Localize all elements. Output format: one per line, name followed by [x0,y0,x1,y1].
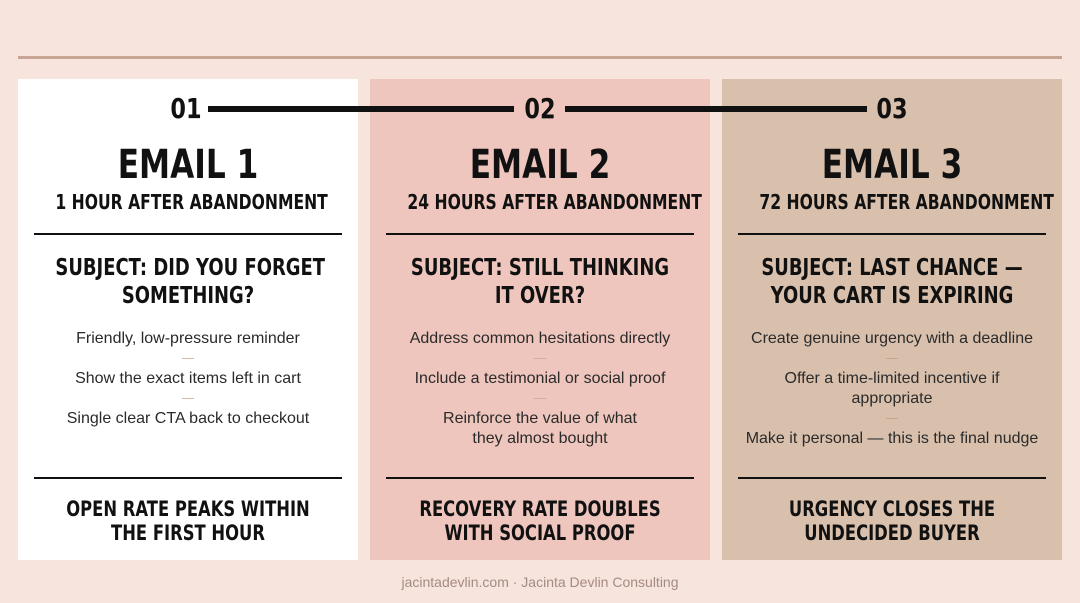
tip-item: Address common hesitations directly [409,330,671,347]
divider [386,233,694,235]
subject-line: SUBJECT: LAST CHANCE — [761,255,1023,281]
step-number: 01 [170,92,202,125]
separator-dash [534,398,546,399]
email-2-panel [370,79,710,560]
divider [34,233,342,235]
email-title: EMAIL 2 [469,142,611,188]
step-number: 03 [876,92,908,125]
email-title: EMAIL 1 [117,142,259,188]
timeline-connector [208,106,514,112]
subject-line: IT OVER? [494,283,586,309]
divider [738,233,1046,235]
top-divider [18,56,1062,59]
email-1-panel [18,79,358,560]
separator-dash [182,358,194,359]
tip-item: Create genuine urgency with a deadline [751,330,1033,347]
email-3-panel [722,79,1062,560]
divider [34,477,342,479]
timeline-connector [565,106,867,112]
email-title: EMAIL 3 [821,142,963,188]
divider [386,477,694,479]
tips-list [32,329,344,429]
subject-line: YOUR CART IS EXPIRING [770,283,1014,309]
tips-list [736,329,1048,449]
subject-line: SUBJECT: STILL THINKING [410,255,670,281]
takeaway-line: THE FIRST HOUR [111,521,265,545]
takeaway [55,497,320,545]
footer-credit: jacintadevlin.com · Jacinta Devlin Consulting [401,574,679,590]
separator-dash [886,358,898,359]
step-number: 02 [524,92,556,125]
separator-dash [886,418,898,419]
subject-line: SUBJECT: DID YOU FORGET [55,255,325,281]
takeaway [407,497,672,545]
tip-item: Single clear CTA back to checkout [66,410,310,427]
email-timing: 24 HOURS AFTER ABANDONMENT [407,190,702,214]
separator-dash [182,398,194,399]
takeaway-line: OPEN RATE PEAKS WITHIN [66,497,310,521]
separator-dash [534,358,546,359]
tip-item: Friendly, low-pressure reminder [76,330,300,347]
tip-item: Reinforce the value of what they almost bought [443,410,637,447]
takeaway-line: RECOVERY RATE DOUBLES [419,497,661,521]
tip-item: Make it personal — this is the final nudge [745,430,1039,447]
email-timing: 1 HOUR AFTER ABANDONMENT [55,190,328,214]
takeaway-line: WITH SOCIAL PROOF [444,521,636,545]
tip-item: Include a testimonial or social proof [414,370,666,387]
tips-list [384,329,696,449]
email-subject [55,254,325,310]
takeaway-line: UNDECIDED BUYER [804,521,980,545]
email-subject [407,254,672,310]
takeaway-line: URGENCY CLOSES THE [788,497,996,521]
takeaway [759,497,1024,545]
divider [738,477,1046,479]
email-subject [759,254,1024,310]
subject-line: SOMETHING? [121,283,255,309]
tip-item: Offer a time-limited incentive if appropriate [784,370,1000,407]
tip-item: Show the exact items left in cart [75,370,301,387]
email-timing: 72 HOURS AFTER ABANDONMENT [759,190,1054,214]
